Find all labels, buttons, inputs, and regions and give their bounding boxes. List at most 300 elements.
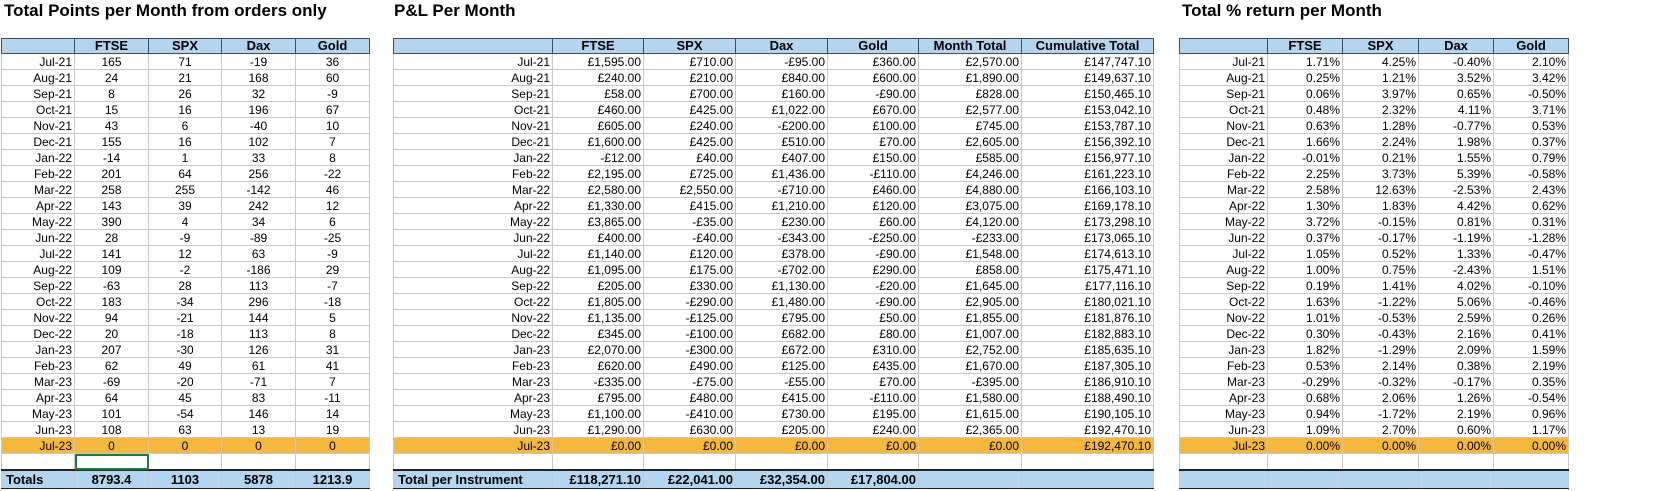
points-value-cell[interactable]: -186 [222, 262, 296, 278]
points-value-cell[interactable]: 113 [222, 326, 296, 342]
pnl-month-cell[interactable]: May-22 [394, 214, 553, 230]
returns-header-cell[interactable]: SPX [1343, 39, 1419, 54]
points-month-cell[interactable]: Dec-21 [2, 134, 75, 150]
points-value-cell[interactable]: -19 [222, 54, 296, 70]
empty-cell[interactable] [222, 454, 296, 471]
pnl-value-cell[interactable]: £100.00 [828, 118, 919, 134]
returns-value-cell[interactable]: 1.83% [1343, 198, 1419, 214]
pnl-value-cell[interactable]: £50.00 [828, 310, 919, 326]
pnl-value-cell[interactable]: £0.00 [919, 438, 1022, 454]
returns-value-cell[interactable]: 2.16% [1419, 326, 1494, 342]
pnl-value-cell[interactable]: -£343.00 [736, 230, 828, 246]
pnl-value-cell[interactable]: -£125.00 [644, 310, 736, 326]
returns-value-cell[interactable]: -0.17% [1343, 230, 1419, 246]
empty-cell[interactable] [2, 454, 75, 471]
pnl-value-cell[interactable]: £1,095.00 [553, 262, 644, 278]
returns-value-cell[interactable]: 0.37% [1494, 134, 1569, 150]
pnl-value-cell[interactable]: £378.00 [736, 246, 828, 262]
pnl-value-cell[interactable]: £400.00 [553, 230, 644, 246]
pnl-value-cell[interactable]: £58.00 [553, 86, 644, 102]
points-value-cell[interactable]: 26 [149, 86, 222, 102]
pnl-value-cell[interactable]: £672.00 [736, 342, 828, 358]
pnl-value-cell[interactable]: £160.00 [736, 86, 828, 102]
points-value-cell[interactable]: 0 [149, 438, 222, 454]
points-value-cell[interactable]: -40 [222, 118, 296, 134]
points-value-cell[interactable]: 109 [75, 262, 149, 278]
returns-total-value[interactable] [1268, 470, 1343, 489]
points-value-cell[interactable]: -142 [222, 182, 296, 198]
pnl-value-cell[interactable]: £150,465.10 [1022, 86, 1154, 102]
points-value-cell[interactable]: -20 [149, 374, 222, 390]
pnl-value-cell[interactable]: £60.00 [828, 214, 919, 230]
points-value-cell[interactable]: 168 [222, 70, 296, 86]
pnl-month-cell[interactable]: Jan-22 [394, 150, 553, 166]
pnl-value-cell[interactable]: £205.00 [736, 422, 828, 438]
points-month-cell[interactable]: Mar-22 [2, 182, 75, 198]
empty-cell[interactable] [644, 454, 736, 471]
empty-cell[interactable] [394, 454, 553, 471]
points-header-cell[interactable]: Gold [296, 39, 370, 54]
pnl-value-cell[interactable]: £3,075.00 [919, 198, 1022, 214]
pnl-value-cell[interactable]: -£35.00 [644, 214, 736, 230]
empty-cell[interactable] [553, 454, 644, 471]
pnl-value-cell[interactable]: £169,178.10 [1022, 198, 1154, 214]
returns-value-cell[interactable]: 3.72% [1268, 214, 1343, 230]
returns-value-cell[interactable]: 1.51% [1494, 262, 1569, 278]
returns-month-cell[interactable]: Jan-22 [1180, 150, 1268, 166]
returns-value-cell[interactable]: 1.98% [1419, 134, 1494, 150]
pnl-value-cell[interactable]: £2,580.00 [553, 182, 644, 198]
returns-value-cell[interactable]: -0.15% [1343, 214, 1419, 230]
pnl-value-cell[interactable]: £2,905.00 [919, 294, 1022, 310]
returns-value-cell[interactable]: 2.43% [1494, 182, 1569, 198]
points-value-cell[interactable]: 101 [75, 406, 149, 422]
returns-value-cell[interactable]: 1.55% [1419, 150, 1494, 166]
points-value-cell[interactable]: 63 [222, 246, 296, 262]
returns-value-cell[interactable]: 1.17% [1494, 422, 1569, 438]
pnl-header-cell[interactable]: FTSE [553, 39, 644, 54]
points-value-cell[interactable]: 390 [75, 214, 149, 230]
points-header-cell[interactable]: FTSE [75, 39, 149, 54]
returns-value-cell[interactable]: 12.63% [1343, 182, 1419, 198]
pnl-month-cell[interactable]: Nov-22 [394, 310, 553, 326]
returns-month-cell[interactable]: Nov-22 [1180, 310, 1268, 326]
points-month-cell[interactable]: Jul-21 [2, 54, 75, 70]
points-value-cell[interactable]: -9 [296, 246, 370, 262]
returns-value-cell[interactable]: 0.68% [1268, 390, 1343, 406]
returns-value-cell[interactable]: -0.53% [1343, 310, 1419, 326]
returns-value-cell[interactable]: 4.25% [1343, 54, 1419, 70]
points-value-cell[interactable]: -9 [149, 230, 222, 246]
pnl-value-cell[interactable]: £147,747.10 [1022, 54, 1154, 70]
points-month-cell[interactable]: Apr-23 [2, 390, 75, 406]
points-value-cell[interactable]: 32 [222, 86, 296, 102]
pnl-month-cell[interactable]: Jun-23 [394, 422, 553, 438]
pnl-value-cell[interactable]: £460.00 [553, 102, 644, 118]
returns-value-cell[interactable]: 1.00% [1268, 262, 1343, 278]
points-value-cell[interactable]: 8 [75, 86, 149, 102]
returns-value-cell[interactable]: 0.26% [1494, 310, 1569, 326]
returns-value-cell[interactable]: 0.65% [1419, 86, 1494, 102]
pnl-value-cell[interactable]: £1,548.00 [919, 246, 1022, 262]
pnl-value-cell[interactable]: £240.00 [644, 118, 736, 134]
pnl-value-cell[interactable]: -£12.00 [553, 150, 644, 166]
pnl-value-cell[interactable]: £175,471.10 [1022, 262, 1154, 278]
points-total-value[interactable]: 8793.4 [75, 470, 149, 489]
returns-month-cell[interactable]: Sep-21 [1180, 86, 1268, 102]
returns-value-cell[interactable]: 1.30% [1268, 198, 1343, 214]
points-month-cell[interactable]: May-23 [2, 406, 75, 422]
pnl-value-cell[interactable]: £1,615.00 [919, 406, 1022, 422]
returns-value-cell[interactable]: 0.00% [1494, 438, 1569, 454]
pnl-value-cell[interactable]: £710.00 [644, 54, 736, 70]
points-month-cell[interactable]: Nov-22 [2, 310, 75, 326]
returns-value-cell[interactable]: 3.73% [1343, 166, 1419, 182]
points-value-cell[interactable]: 8 [296, 150, 370, 166]
pnl-month-cell[interactable]: Sep-21 [394, 86, 553, 102]
returns-value-cell[interactable]: 0.48% [1268, 102, 1343, 118]
returns-value-cell[interactable]: 2.24% [1343, 134, 1419, 150]
points-value-cell[interactable]: 16 [149, 102, 222, 118]
returns-value-cell[interactable]: 0.31% [1494, 214, 1569, 230]
points-month-cell[interactable]: Jul-23 [2, 438, 75, 454]
points-value-cell[interactable]: 64 [75, 390, 149, 406]
returns-value-cell[interactable]: -1.19% [1419, 230, 1494, 246]
pnl-value-cell[interactable]: -£90.00 [828, 86, 919, 102]
returns-value-cell[interactable]: 0.38% [1419, 358, 1494, 374]
points-value-cell[interactable]: -21 [149, 310, 222, 326]
points-value-cell[interactable]: 6 [296, 214, 370, 230]
pnl-value-cell[interactable]: -£395.00 [919, 374, 1022, 390]
points-value-cell[interactable]: 5 [296, 310, 370, 326]
pnl-value-cell[interactable]: £828.00 [919, 86, 1022, 102]
points-value-cell[interactable]: 14 [296, 406, 370, 422]
returns-total-value[interactable] [1494, 470, 1569, 489]
returns-value-cell[interactable]: 0.00% [1419, 438, 1494, 454]
returns-month-cell[interactable]: Aug-22 [1180, 262, 1268, 278]
pnl-value-cell[interactable]: £180,021.10 [1022, 294, 1154, 310]
returns-value-cell[interactable]: 0.52% [1343, 246, 1419, 262]
pnl-value-cell[interactable]: -£200.00 [736, 118, 828, 134]
returns-value-cell[interactable]: 2.10% [1494, 54, 1569, 70]
points-value-cell[interactable]: -2 [149, 262, 222, 278]
returns-value-cell[interactable]: 0.63% [1268, 118, 1343, 134]
pnl-value-cell[interactable]: £1,855.00 [919, 310, 1022, 326]
pnl-value-cell[interactable]: £425.00 [644, 134, 736, 150]
points-value-cell[interactable]: 62 [75, 358, 149, 374]
returns-month-cell[interactable]: Feb-23 [1180, 358, 1268, 374]
points-value-cell[interactable]: 67 [296, 102, 370, 118]
points-value-cell[interactable]: 39 [149, 198, 222, 214]
points-month-cell[interactable]: Mar-23 [2, 374, 75, 390]
returns-month-cell[interactable]: Jun-22 [1180, 230, 1268, 246]
returns-value-cell[interactable]: 0.53% [1268, 358, 1343, 374]
points-value-cell[interactable]: 28 [149, 278, 222, 294]
points-month-cell[interactable]: Jul-22 [2, 246, 75, 262]
points-value-cell[interactable]: 144 [222, 310, 296, 326]
pnl-month-cell[interactable]: Aug-22 [394, 262, 553, 278]
points-month-cell[interactable]: Jan-22 [2, 150, 75, 166]
returns-value-cell[interactable]: 2.09% [1419, 342, 1494, 358]
returns-month-cell[interactable]: Aug-21 [1180, 70, 1268, 86]
pnl-value-cell[interactable]: £150.00 [828, 150, 919, 166]
pnl-value-cell[interactable]: £4,246.00 [919, 166, 1022, 182]
returns-month-cell[interactable]: Apr-22 [1180, 198, 1268, 214]
pnl-value-cell[interactable]: -£90.00 [828, 294, 919, 310]
returns-value-cell[interactable]: -0.01% [1268, 150, 1343, 166]
pnl-value-cell[interactable]: £120.00 [828, 198, 919, 214]
pnl-value-cell[interactable]: -£40.00 [644, 230, 736, 246]
pnl-value-cell[interactable]: £435.00 [828, 358, 919, 374]
returns-value-cell[interactable]: -0.32% [1343, 374, 1419, 390]
pnl-value-cell[interactable]: -£55.00 [736, 374, 828, 390]
returns-value-cell[interactable]: 0.25% [1268, 70, 1343, 86]
pnl-value-cell[interactable]: £0.00 [736, 438, 828, 454]
returns-value-cell[interactable]: 0.75% [1343, 262, 1419, 278]
points-value-cell[interactable]: 8 [296, 326, 370, 342]
pnl-value-cell[interactable]: £480.00 [644, 390, 736, 406]
returns-value-cell[interactable]: 0.35% [1494, 374, 1569, 390]
pnl-header-cell[interactable]: Cumulative Total [1022, 39, 1154, 54]
returns-month-cell[interactable]: Mar-23 [1180, 374, 1268, 390]
returns-value-cell[interactable]: 0.00% [1343, 438, 1419, 454]
returns-value-cell[interactable]: 2.19% [1419, 406, 1494, 422]
points-value-cell[interactable]: 15 [75, 102, 149, 118]
returns-value-cell[interactable]: 0.19% [1268, 278, 1343, 294]
points-value-cell[interactable]: 256 [222, 166, 296, 182]
points-value-cell[interactable]: -34 [149, 294, 222, 310]
returns-month-cell[interactable]: Mar-22 [1180, 182, 1268, 198]
points-value-cell[interactable]: 33 [222, 150, 296, 166]
pnl-value-cell[interactable]: £510.00 [736, 134, 828, 150]
pnl-value-cell[interactable]: £795.00 [553, 390, 644, 406]
empty-cell[interactable] [296, 454, 370, 471]
pnl-month-cell[interactable]: May-23 [394, 406, 553, 422]
returns-value-cell[interactable]: 0.30% [1268, 326, 1343, 342]
points-value-cell[interactable]: 143 [75, 198, 149, 214]
returns-value-cell[interactable]: 0.21% [1343, 150, 1419, 166]
points-total-value[interactable]: 1103 [149, 470, 222, 489]
pnl-header-cell[interactable]: Month Total [919, 39, 1022, 54]
returns-totals-label[interactable] [1180, 470, 1268, 489]
pnl-value-cell[interactable]: £1,100.00 [553, 406, 644, 422]
pnl-header-cell[interactable] [394, 39, 553, 54]
returns-value-cell[interactable]: 0.94% [1268, 406, 1343, 422]
pnl-totals-label[interactable]: Total per Instrument [394, 470, 553, 489]
pnl-value-cell[interactable]: £1,670.00 [919, 358, 1022, 374]
pnl-value-cell[interactable]: £858.00 [919, 262, 1022, 278]
points-value-cell[interactable]: 36 [296, 54, 370, 70]
pnl-value-cell[interactable]: £0.00 [644, 438, 736, 454]
pnl-value-cell[interactable]: £182,883.10 [1022, 326, 1154, 342]
pnl-value-cell[interactable]: £1,595.00 [553, 54, 644, 70]
pnl-value-cell[interactable]: £4,120.00 [919, 214, 1022, 230]
returns-value-cell[interactable]: 0.00% [1268, 438, 1343, 454]
points-value-cell[interactable]: 28 [75, 230, 149, 246]
points-value-cell[interactable]: 83 [222, 390, 296, 406]
pnl-value-cell[interactable]: -£710.00 [736, 182, 828, 198]
points-value-cell[interactable]: 71 [149, 54, 222, 70]
pnl-total-value[interactable]: £32,354.00 [736, 470, 828, 489]
pnl-month-cell[interactable]: Mar-23 [394, 374, 553, 390]
pnl-value-cell[interactable]: £70.00 [828, 374, 919, 390]
returns-value-cell[interactable]: -1.29% [1343, 342, 1419, 358]
returns-value-cell[interactable]: 0.60% [1419, 422, 1494, 438]
points-value-cell[interactable]: 31 [296, 342, 370, 358]
points-month-cell[interactable]: May-22 [2, 214, 75, 230]
points-value-cell[interactable]: 20 [75, 326, 149, 342]
pnl-value-cell[interactable]: £173,065.10 [1022, 230, 1154, 246]
points-month-cell[interactable]: Apr-22 [2, 198, 75, 214]
pnl-value-cell[interactable]: £40.00 [644, 150, 736, 166]
pnl-value-cell[interactable]: -£95.00 [736, 54, 828, 70]
pnl-value-cell[interactable]: £120.00 [644, 246, 736, 262]
points-month-cell[interactable]: Nov-21 [2, 118, 75, 134]
pnl-month-cell[interactable]: Feb-23 [394, 358, 553, 374]
returns-value-cell[interactable]: -1.28% [1494, 230, 1569, 246]
returns-value-cell[interactable]: 0.62% [1494, 198, 1569, 214]
points-value-cell[interactable]: 61 [222, 358, 296, 374]
points-header-cell[interactable]: SPX [149, 39, 222, 54]
points-value-cell[interactable]: -63 [75, 278, 149, 294]
points-month-cell[interactable]: Oct-22 [2, 294, 75, 310]
points-header-cell[interactable]: Dax [222, 39, 296, 54]
returns-value-cell[interactable]: 1.05% [1268, 246, 1343, 262]
returns-value-cell[interactable]: 1.33% [1419, 246, 1494, 262]
pnl-value-cell[interactable]: -£233.00 [919, 230, 1022, 246]
pnl-value-cell[interactable]: £240.00 [553, 70, 644, 86]
points-value-cell[interactable]: 108 [75, 422, 149, 438]
returns-value-cell[interactable]: 1.28% [1343, 118, 1419, 134]
pnl-value-cell[interactable]: £730.00 [736, 406, 828, 422]
pnl-value-cell[interactable]: -£300.00 [644, 342, 736, 358]
points-month-cell[interactable]: Feb-22 [2, 166, 75, 182]
points-value-cell[interactable]: 146 [222, 406, 296, 422]
points-value-cell[interactable]: 46 [296, 182, 370, 198]
pnl-value-cell[interactable]: £795.00 [736, 310, 828, 326]
returns-value-cell[interactable]: 1.41% [1343, 278, 1419, 294]
points-value-cell[interactable]: 7 [296, 134, 370, 150]
pnl-value-cell[interactable]: £310.00 [828, 342, 919, 358]
points-header-cell[interactable] [2, 39, 75, 54]
pnl-value-cell[interactable]: -£110.00 [828, 166, 919, 182]
returns-value-cell[interactable]: 1.21% [1343, 70, 1419, 86]
pnl-value-cell[interactable]: £190,105.10 [1022, 406, 1154, 422]
returns-total-value[interactable] [1419, 470, 1494, 489]
pnl-value-cell[interactable]: £460.00 [828, 182, 919, 198]
points-value-cell[interactable]: 34 [222, 214, 296, 230]
pnl-value-cell[interactable]: £425.00 [644, 102, 736, 118]
points-value-cell[interactable]: 12 [296, 198, 370, 214]
returns-value-cell[interactable]: -0.40% [1419, 54, 1494, 70]
pnl-value-cell[interactable]: £360.00 [828, 54, 919, 70]
empty-cell[interactable] [1268, 454, 1343, 471]
returns-header-cell[interactable]: Dax [1419, 39, 1494, 54]
pnl-value-cell[interactable]: £153,787.10 [1022, 118, 1154, 134]
points-value-cell[interactable]: 0 [75, 438, 149, 454]
points-value-cell[interactable]: 0 [296, 438, 370, 454]
returns-value-cell[interactable]: 5.39% [1419, 166, 1494, 182]
pnl-total-value[interactable] [919, 470, 1022, 489]
returns-value-cell[interactable]: 2.25% [1268, 166, 1343, 182]
pnl-value-cell[interactable]: £2,752.00 [919, 342, 1022, 358]
pnl-value-cell[interactable]: £700.00 [644, 86, 736, 102]
pnl-value-cell[interactable]: £188,490.10 [1022, 390, 1154, 406]
pnl-value-cell[interactable]: £177,116.10 [1022, 278, 1154, 294]
pnl-month-cell[interactable]: Dec-22 [394, 326, 553, 342]
returns-month-cell[interactable]: Oct-21 [1180, 102, 1268, 118]
pnl-value-cell[interactable]: £2,570.00 [919, 54, 1022, 70]
returns-value-cell[interactable]: 1.71% [1268, 54, 1343, 70]
empty-cell[interactable] [1419, 454, 1494, 471]
returns-value-cell[interactable]: 0.81% [1419, 214, 1494, 230]
returns-header-cell[interactable]: FTSE [1268, 39, 1343, 54]
returns-value-cell[interactable]: 2.59% [1419, 310, 1494, 326]
empty-cell[interactable] [149, 454, 222, 471]
returns-value-cell[interactable]: 0.53% [1494, 118, 1569, 134]
returns-value-cell[interactable]: 0.41% [1494, 326, 1569, 342]
pnl-total-value[interactable]: £118,271.10 [553, 470, 644, 489]
returns-value-cell[interactable]: 4.02% [1419, 278, 1494, 294]
pnl-value-cell[interactable]: £4,880.00 [919, 182, 1022, 198]
points-value-cell[interactable]: -7 [296, 278, 370, 294]
returns-value-cell[interactable]: -2.43% [1419, 262, 1494, 278]
pnl-value-cell[interactable]: £1,135.00 [553, 310, 644, 326]
points-value-cell[interactable]: 6 [149, 118, 222, 134]
pnl-value-cell[interactable]: £745.00 [919, 118, 1022, 134]
points-value-cell[interactable]: 10 [296, 118, 370, 134]
pnl-value-cell[interactable]: £490.00 [644, 358, 736, 374]
pnl-month-cell[interactable]: Jan-23 [394, 342, 553, 358]
returns-month-cell[interactable]: Nov-21 [1180, 118, 1268, 134]
pnl-value-cell[interactable]: £1,805.00 [553, 294, 644, 310]
pnl-value-cell[interactable]: -£100.00 [644, 326, 736, 342]
points-value-cell[interactable]: 0 [222, 438, 296, 454]
returns-month-cell[interactable]: Jul-23 [1180, 438, 1268, 454]
empty-cell[interactable] [1022, 454, 1154, 471]
points-value-cell[interactable]: -14 [75, 150, 149, 166]
pnl-value-cell[interactable]: £156,977.10 [1022, 150, 1154, 166]
pnl-value-cell[interactable]: £1,580.00 [919, 390, 1022, 406]
pnl-value-cell[interactable]: -£20.00 [828, 278, 919, 294]
pnl-value-cell[interactable]: -£250.00 [828, 230, 919, 246]
returns-value-cell[interactable]: 3.71% [1494, 102, 1569, 118]
pnl-value-cell[interactable]: £1,290.00 [553, 422, 644, 438]
points-value-cell[interactable]: 255 [149, 182, 222, 198]
points-value-cell[interactable]: 113 [222, 278, 296, 294]
returns-value-cell[interactable]: 0.96% [1494, 406, 1569, 422]
pnl-total-value[interactable]: £17,804.00 [828, 470, 919, 489]
pnl-value-cell[interactable]: £1,890.00 [919, 70, 1022, 86]
returns-value-cell[interactable]: 1.09% [1268, 422, 1343, 438]
points-total-value[interactable]: 1213.9 [296, 470, 370, 489]
pnl-value-cell[interactable]: -£290.00 [644, 294, 736, 310]
pnl-value-cell[interactable]: £290.00 [828, 262, 919, 278]
pnl-total-value[interactable] [1022, 470, 1154, 489]
points-value-cell[interactable]: 165 [75, 54, 149, 70]
pnl-value-cell[interactable]: £1,330.00 [553, 198, 644, 214]
returns-value-cell[interactable]: 0.79% [1494, 150, 1569, 166]
returns-value-cell[interactable]: 3.52% [1419, 70, 1494, 86]
pnl-value-cell[interactable]: £2,605.00 [919, 134, 1022, 150]
pnl-value-cell[interactable]: £415.00 [736, 390, 828, 406]
returns-value-cell[interactable]: 1.01% [1268, 310, 1343, 326]
pnl-value-cell[interactable]: £600.00 [828, 70, 919, 86]
pnl-value-cell[interactable]: -£75.00 [644, 374, 736, 390]
returns-month-cell[interactable]: Sep-22 [1180, 278, 1268, 294]
pnl-header-cell[interactable]: Gold [828, 39, 919, 54]
points-value-cell[interactable]: -22 [296, 166, 370, 182]
